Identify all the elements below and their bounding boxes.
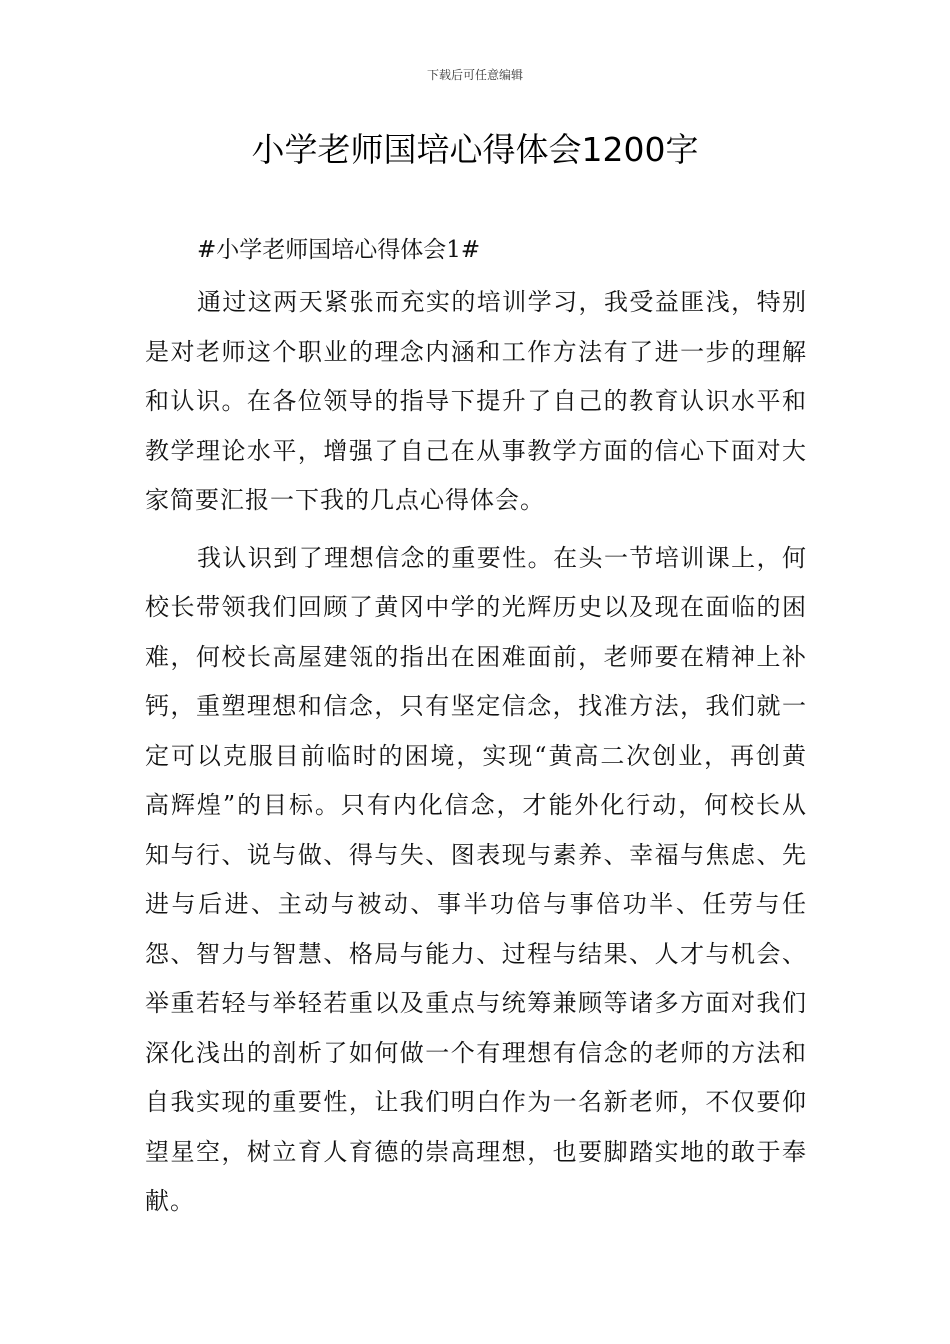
header-note: 下载后可任意编辑 <box>426 68 523 82</box>
section-label: #小学老师国培心得体会1# <box>197 237 481 263</box>
document-body <box>145 230 807 1227</box>
page-title: 小学老师国培心得体会1200字 <box>251 130 699 169</box>
paragraph-2: 我认识到了理想信念的重要性。在头一节培训课上，何校长带领我们回顾了黄冈中学的光辉历史以及现在面临的困难，何校长高屋建瓴的指出在困难面前，老师要在精神上补钙，重塑理想和信念，只有坚定信念，找准方法，我们就一定可以克服目前临时的困境，实现“黄高二次创业，再创黄高辉煌”的目标。只有内化信念，才能外化行动，何校长从知与行、说与做、得与失、图表现与素养、幸福与焦虑、先进与后进、主动与被动、事半功倍与事倍功半、任劳与任怨、智力与智慧、格局与能力、过程与结果、人才与机会、举重若轻与举轻若重以及重点与统筹兼顾等诸多方面对我们深化浅出的剖析了如何做一个有理想有信念的老师的方法和自我实现的重要性，让我们明白作为一名新老师，不仅要仰望星空，树立育人育德的崇高理想，也要脚踏实地的敢于奉献。 <box>145 543 807 1215</box>
paragraph-1: 通过这两天紧张而充实的培训学习，我受益匪浅，特别是对老师这个职业的理念内涵和工作方法有了进一步的理解和认识。在各位领导的指导下提升了自己的教育认识水平和教学理论水平，增强了自己在从事教学方面的信心下面对大家简要汇报一下我的几点心得体会。 <box>145 288 807 514</box>
